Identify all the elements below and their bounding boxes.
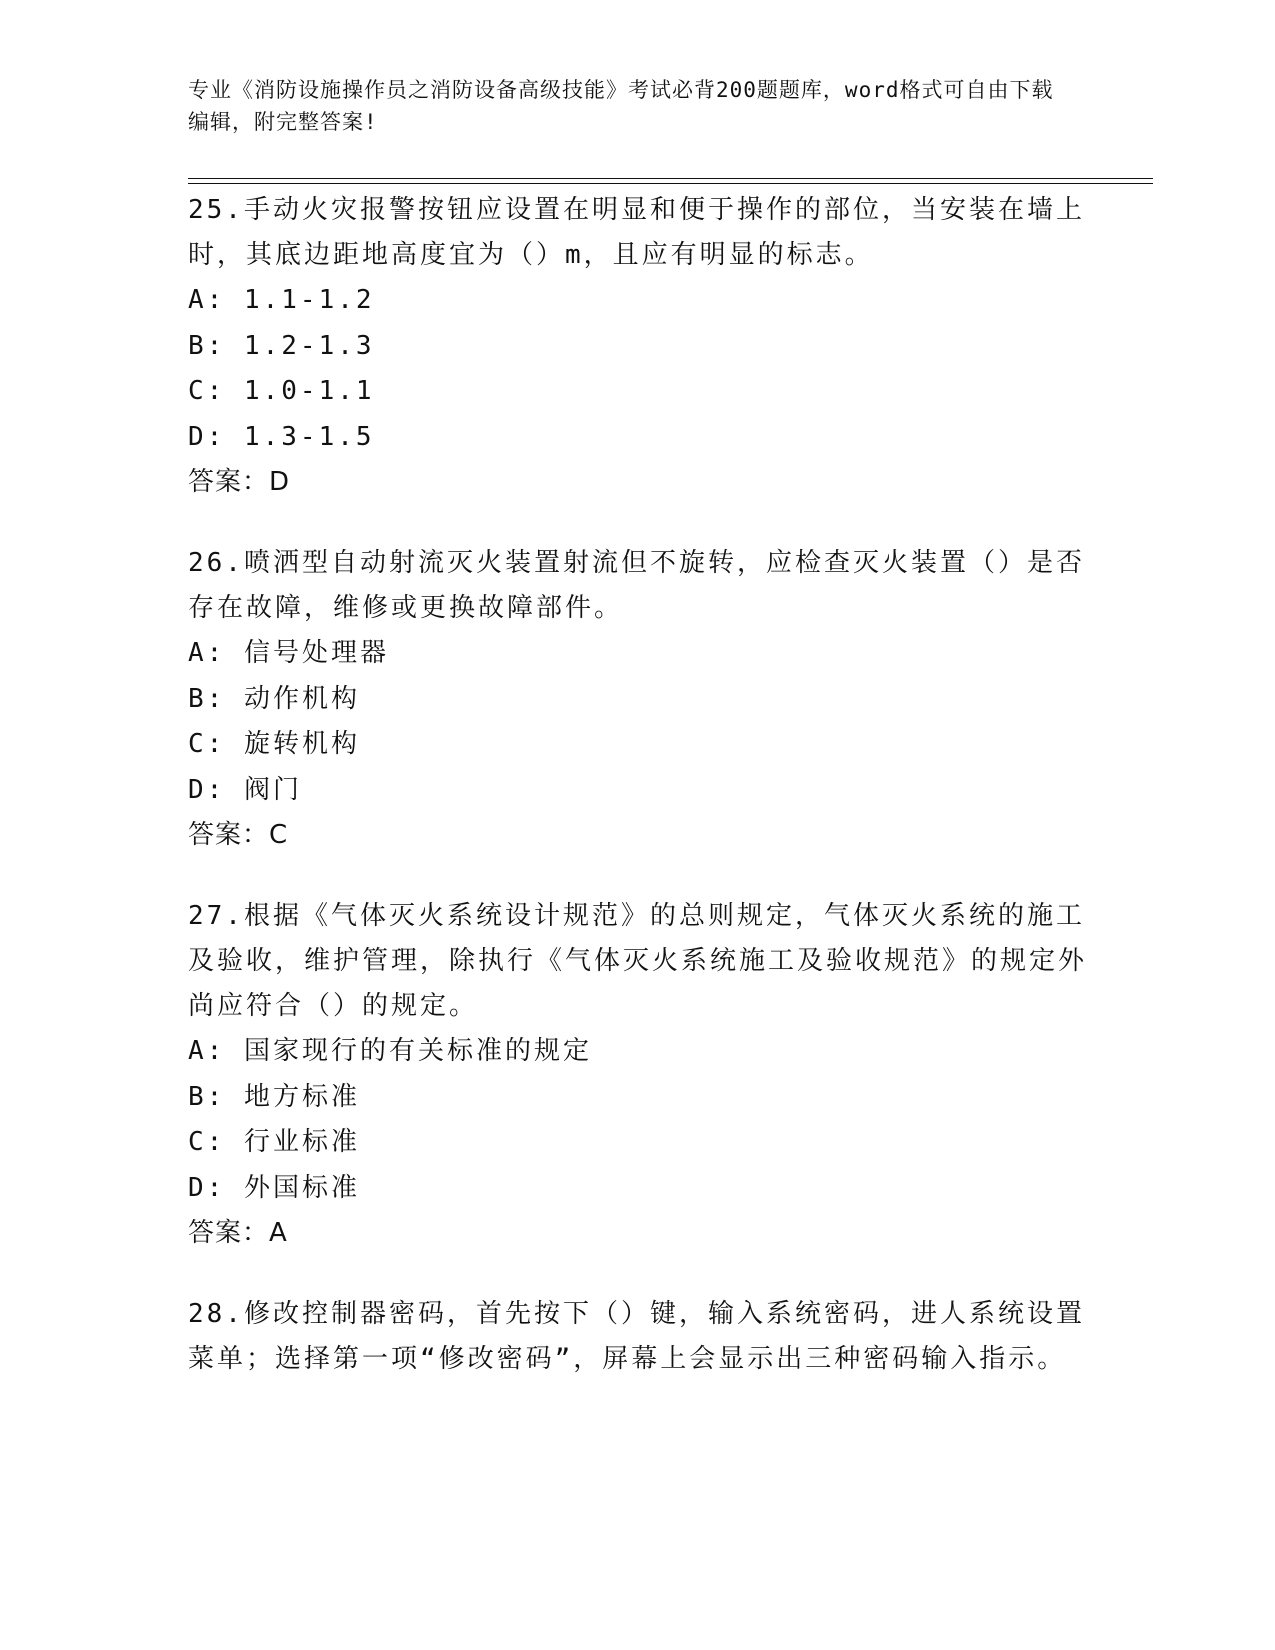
question-stem: 28.修改控制器密码，首先按下（）键，输入系统密码，进人系统设置菜单；选择第一项“修改密码”，屏幕上会显示出三种密码输入指示。	[188, 1299, 1085, 1374]
question-stem: 27.根据《气体灭火系统设计规范》的总则规定，气体灭火系统的施工及验收，维护管理，除执行《气体灭火系统施工及验收规范》的规定外尚应符合（）的规定。	[188, 901, 1088, 1021]
option-c: C: 行业标准	[188, 1127, 360, 1157]
question-stem: 26.喷洒型自动射流灭火装置射流但不旋转，应检查灭火装置（）是否存在故障，维修或更换故障部件。	[188, 548, 1085, 623]
option-b: B: 地方标准	[188, 1081, 360, 1112]
document-header: 专业《消防设施操作员之消防设备高级技能》考试必背200题题库，word格式可自由下载编辑，附完整答案!	[188, 78, 1054, 134]
answer-line: 答案：A	[188, 1218, 288, 1248]
question-27	[188, 894, 1088, 1256]
option-d: D: 外国标准	[188, 1172, 360, 1203]
option-c: C: 旋转机构	[188, 729, 360, 759]
answer-line: 答案：C	[188, 820, 289, 850]
header-divider-top	[188, 178, 1153, 179]
question-28	[188, 1292, 1088, 1382]
option-d: D: 阀门	[188, 774, 302, 805]
option-a: A: 国家现行的有关标准的规定	[188, 1036, 592, 1066]
question-25	[188, 188, 1088, 505]
question-26	[188, 541, 1088, 858]
option-d: D: 1.3-1.5	[188, 421, 375, 452]
option-b: B: 1.2-1.3	[188, 330, 375, 361]
option-a: A: 1.1-1.2	[188, 285, 375, 315]
option-b: B: 动作机构	[188, 683, 360, 714]
header-divider-bottom	[188, 183, 1153, 184]
question-list	[188, 188, 1088, 1418]
question-stem: 25.手动火灾报警按钮应设置在明显和便于操作的部位，当安装在墙上时，其底边距地高度宜为（）m，且应有明显的标志。	[188, 195, 1085, 270]
answer-line: 答案：D	[188, 467, 291, 497]
option-c: C: 1.0-1.1	[188, 376, 375, 406]
option-a: A: 信号处理器	[188, 638, 389, 668]
